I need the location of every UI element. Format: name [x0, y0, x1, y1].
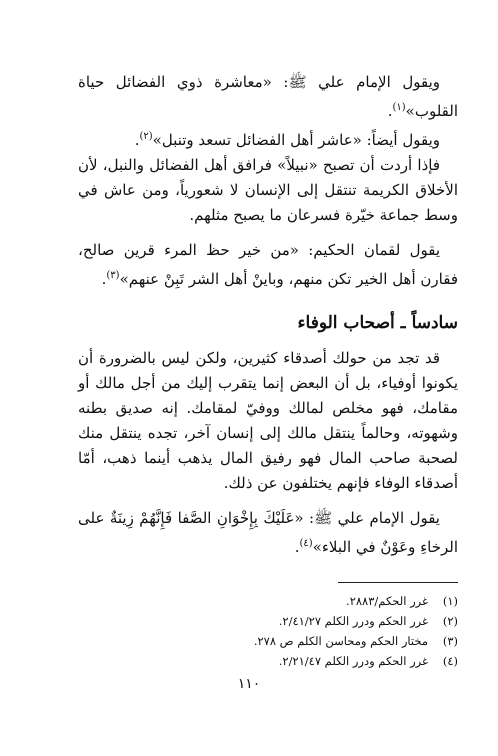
paragraph-4-text: يقول لقمان الحكيم: «من خير حظ المرء قرين صالح، فقارن أهل الخير تكن منهم، وباينْ أهل الشر تَبِنْ عنهم» [78, 241, 458, 288]
paragraph-1-tail: . [387, 102, 393, 120]
paragraph-2 [78, 124, 458, 153]
footnote-divider [338, 582, 458, 583]
footnote-ref-1: (١) [392, 102, 406, 113]
paragraph-4 [78, 238, 458, 292]
paragraph-1 [78, 70, 458, 124]
footnote-text: غرر الحكم ودرر الكلم ٢/٤١/٢٧. [278, 614, 428, 628]
footnote-text: غرر الحكم/٢٨٨٣. [346, 594, 428, 608]
section-paragraph-1 [78, 346, 458, 496]
footnote-ref-4: (٤) [299, 538, 313, 549]
footnote-text: غرر الحكم ودرر الكلم ٢/٢١/٤٧. [278, 654, 428, 668]
section-heading: سادساً ـ أصحاب الوفاء [297, 313, 458, 333]
section-paragraph-2-text: يقول الإمام علي ﷺ: «عَلَيْكَ بِإِخْوَانِ الصَّفا فَإِنَّهُمْ زِينَةٌ على الرخاءِ وعَوْنٌ في البلاء» [78, 509, 458, 556]
paragraph-3-text: فإذا أردت أن تصبح «نبيلاً» فرافق أهل الفضائل والنبل، لأن الأخلاق الكريمة تنتقل إلى الإنسان لا شعورياً، ومن عاش في وسط جماعة خيّرة فسرعان ما يصبح مثلهم. [78, 156, 458, 224]
footnote-number: (١) [442, 594, 458, 608]
paragraph-2-text: ويقول أيضاً: «عاشر أهل الفضائل تسعد وتنبل» [152, 131, 440, 149]
section-paragraph-2 [78, 506, 458, 560]
page-number: ١١٠ [237, 676, 261, 692]
footnotes [78, 591, 458, 671]
footnote [78, 611, 458, 631]
section-paragraph-1-text: قد تجد من حولك أصدقاء كثيرين، ولكن ليس بالضرورة أن يكونوا أوفياء، بل أن البعض إنما يتقرب إليك من أجل مالك أو مقامك، فهو مخلص لمالك ووفيّ لمقامك. إنه صديق بطنه وشهوته، وحالماً ينتقل مالك إلى إنسان آخر، تجده ينتقل منك لصحبة صاحب المال فهو رفيق المال يذهب أينما ذهب، أمّا أصدقاء الوفاء فإنهم يختلفون عن ذلك. [78, 349, 458, 492]
footnote-ref-2: (٢) [139, 131, 153, 142]
footnote [78, 591, 458, 611]
footnote [78, 631, 458, 651]
footnote-number: (٣) [442, 634, 458, 648]
paragraph-2-tail: . [134, 131, 140, 149]
section-paragraph-2-tail: . [294, 538, 300, 556]
paragraph-4-tail: . [101, 270, 107, 288]
paragraph-1-text: ويقول الإمام علي ﷺ: «معاشرة ذوي الفضائل حياة القلوب» [78, 73, 458, 120]
footnote-ref-3: (٣) [106, 270, 120, 281]
footnote [78, 651, 458, 671]
page-content [78, 70, 458, 671]
footnote-number: (٤) [442, 654, 458, 668]
footnote-text: مختار الحكم ومحاسن الكلم ص ٢٧٨. [253, 634, 428, 648]
footnote-number: (٢) [442, 614, 458, 628]
paragraph-3 [78, 153, 458, 228]
